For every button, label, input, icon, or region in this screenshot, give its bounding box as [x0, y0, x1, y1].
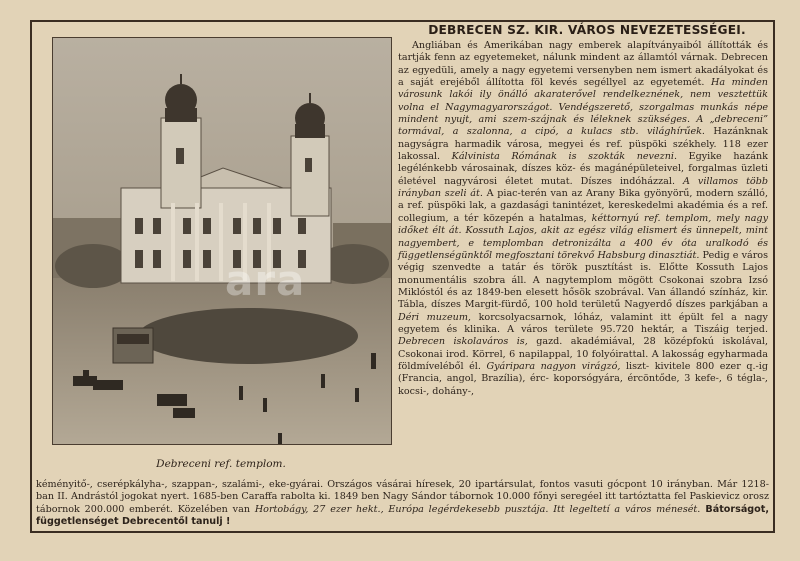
text-segment: liszt- kivitele 800 ezer q.-ig (Francia, angol, Brazília), érc- koporsógyára, ércöntőde, 3 kefe-, 6 tégla-, kocsi-, dohány-, [398, 360, 768, 397]
watermark: ara [225, 256, 306, 305]
text-segment: Pedig e város végig szenvedte a tatár és török pusztítást is. Előtte Kossuth Lajos monumentális szobra áll. A nagytemplom mögött Csokonai szobra Izsó Miklóstól és az 1849-ben elesett hősök szobrával. Van állandó színház, kir. Tábla, díszes Margit-fürdő, 100 hold területű Nagyerdő díszes parkjában a [398, 249, 768, 311]
description-column [398, 40, 768, 398]
text-segment: Angliában és Amerikában nagy emberek alapítványaiból állították és tartják fenn az egyetemeket, nálunk mindent az államtól várnak. Debrecen az egyedüli, amely a nagy egyetemi versenyben nem ismert akadályokat és a saját erejéből állította föl kevés segéllyel az egyetemét. [398, 40, 768, 89]
text-segment: Egyike hazánk legélénkebb városainak, díszes köz- és magánépületeivel, forgalmas üzleti életével nagyvárosi életet mutat. Díszes indóházzal. [398, 151, 768, 187]
bottom-text [36, 479, 769, 528]
text-segment: Hortobágy, 27 ezer hekt., Európa legérdekesebb pusztája. Itt legeltetí a város ménesét. [254, 503, 701, 515]
text-segment: kéményitő-, cserépkályha-, szappan-, szalámi-, eke-gyárai. Országos vásárai híresek, 20 ipartársulat, fontos vasuti gócpont 10 irányban. Már 1218-ban II. Andrástól jogokat nyert. 1685-ben Caraffa rabolta ki. 1849 ben Nagy Sándor tábornok 10.000 főnyi seregéel itt tartóztatta fel Paskievicz orosz tábornok 200.000 emberét. Közelében van [36, 479, 769, 515]
text-segment: Déri muzeum, [398, 311, 471, 323]
photo-caption: Debreceni ref. templom. [156, 458, 286, 470]
text-segment: kéttornyú ref. templom, mely nagy időket élt át. Kossuth Lajos, akit az egész világ elismert és ünnepelt, mint nagyembert, e templomban detronizálta a 400 év óta uralkodó és függetlenségünktől megfosztani törekvő Habsburg dinasztiát. [398, 212, 768, 261]
text-segment: A piac-terén van az Arany Bika gyönyörű, modern szálló, a ref. püspöki lak, a gazdasági tanintézet, kereskedelmi akadémia és a ref. collegium, a tér közepén a hatalmas, [398, 188, 768, 224]
text-segment: Debrecen iskolaváros is, [398, 336, 528, 348]
church-photo [52, 37, 392, 445]
text-segment: A villamos több irányban szeli át. [398, 175, 768, 200]
text-segment: Hazánknak nagyságra harmadik városa, megyei és ref. püspöki székhely. 118 ezer lakossal. [398, 126, 768, 163]
page-title: DEBRECEN SZ. KIR. VÁROS NEVEZETESSÉGEI. [428, 23, 746, 37]
motto: Bátorságot, függetlenséget Debrecentől tanulj ! [36, 503, 769, 528]
text-segment: Gyáripara nagyon virágzó, [486, 360, 621, 372]
text-segment: Ha minden városunk lakói ily önálló akaraterővel rendelkeznének, nem vesztettük volna el Nagymagyarországot. Vendégszerető, szorgalmas munkás népe mindent nyujt, ami szem-szájnak és léleknek szükséges. A „debreceni” tormával, a szalonna, a cipó, a kulacs stb. világhírűek. [398, 77, 768, 138]
text-segment: gazd. akadémiával, 28 középfokú iskolával, Csokonai irod. Körrel, 6 napilappal, 10 folyóirattal. A lakosság egyharmada földmíveléből él. [398, 336, 768, 372]
text-segment: Kálvinista Rómának is szokták nevezni. [451, 151, 678, 163]
text-segment: korcsolyacsarnok, lóház, valamint itt épült fel a nagy egyetem és klinika. A város területe 95.720 hektár, a Tiszáig terjed. [398, 311, 768, 335]
